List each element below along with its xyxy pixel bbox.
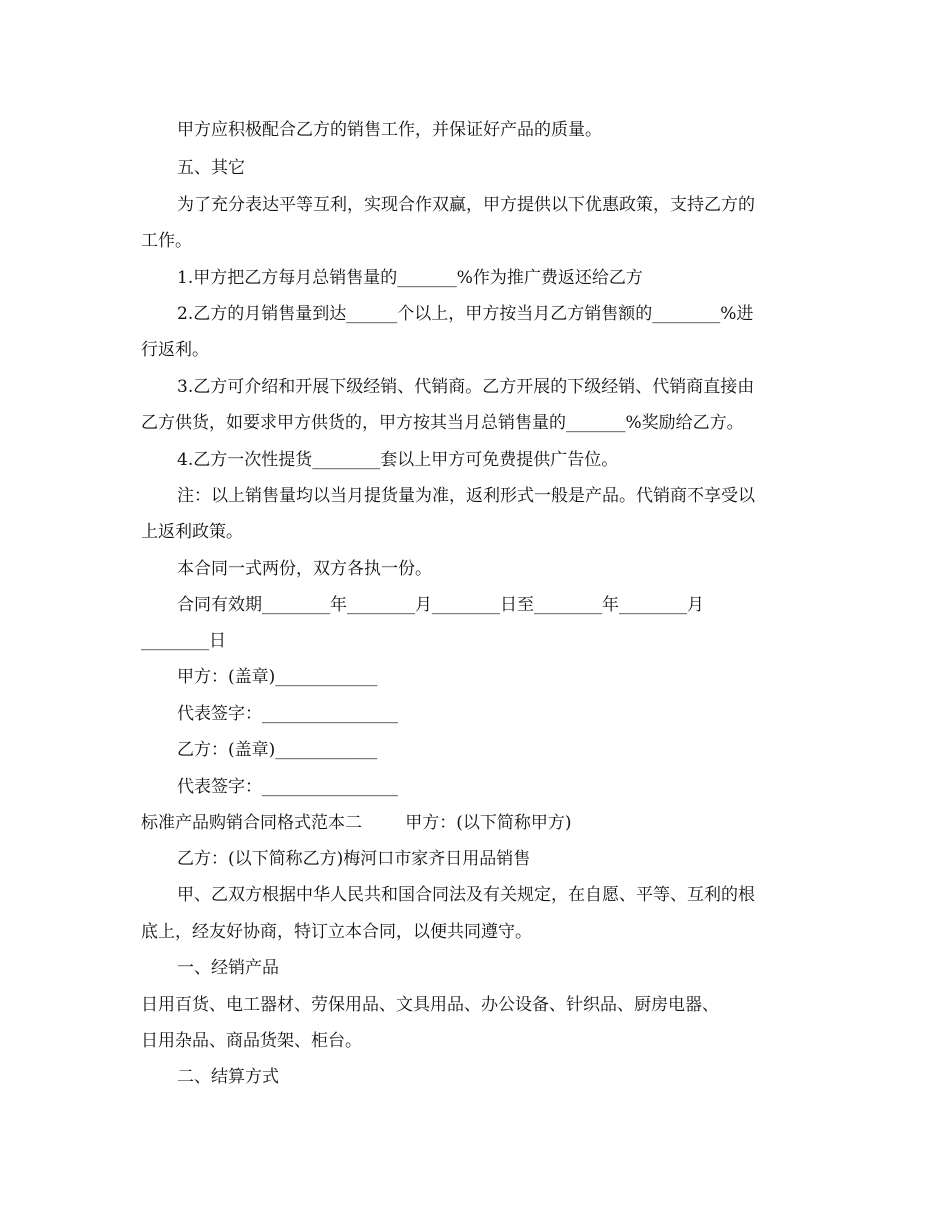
paragraph-line: 为了充分表达平等互利，实现合作双赢，甲方提供以下优惠政策，支持乙方的	[177, 195, 755, 215]
validity-line: 合同有效期________年________月________日至________年________月	[177, 595, 704, 615]
clause-line: 4.乙方一次性提货________套以上甲方可免费提供广告位。	[177, 450, 619, 470]
paragraph-line: 底上，经友好协商，特订立本合同，以便共同遵守。	[141, 922, 532, 942]
paragraph-line: 行返利。	[141, 340, 209, 360]
party-b-signature-line: 代表签字：________________	[177, 777, 398, 797]
paragraph-line: 乙方供货，如要求甲方供货的，甲方按其当月总销售量的_______%奖励给乙方。	[141, 413, 744, 433]
clause-line: 2.乙方的月销售量到达______个以上，甲方按当月乙方销售额的________%进	[177, 304, 754, 324]
clause-line: 3.乙方可介绍和开展下级经销、代销商。乙方开展的下级经销、代销商直接由	[177, 377, 755, 397]
validity-line: ________日	[141, 631, 226, 651]
paragraph-line: 日用杂品、商品货架、柜台。	[141, 1031, 362, 1051]
paragraph-line: 甲、乙双方根据中华人民共和国合同法及有关规定，在自愿、平等、互利的根	[177, 885, 755, 905]
paragraph-line: 上返利政策。	[141, 522, 243, 542]
paragraph-line: 日用百货、电工器材、劳保用品、文具用品、办公设备、针织品、厨房电器、	[141, 995, 719, 1015]
section-heading: 五、其它	[177, 158, 245, 178]
paragraph-line: 甲方应积极配合乙方的销售工作，并保证好产品的质量。	[177, 120, 602, 140]
party-b-line: 乙方：(以下简称乙方)梅河口市家齐日用品销售	[177, 849, 531, 869]
party-b-seal-line: 乙方：(盖章)____________	[177, 740, 378, 760]
section-heading: 二、结算方式	[177, 1067, 279, 1087]
paragraph-line: 工作。	[141, 231, 192, 251]
clause-line: 1.甲方把乙方每月总销售量的_______%作为推广费返还给乙方	[177, 268, 643, 288]
section-heading: 一、经销产品	[177, 958, 279, 978]
party-a-signature-line: 代表签字：________________	[177, 704, 398, 724]
party-a-seal-line: 甲方：(盖章)____________	[177, 667, 378, 687]
paragraph-line: 本合同一式两份，双方各执一份。	[177, 559, 432, 579]
template-title-line: 标准产品购销合同格式范本二 甲方：(以下简称甲方)	[141, 813, 572, 833]
note-line: 注：以上销售量均以当月提货量为准，返利形式一般是产品。代销商不享受以	[177, 486, 755, 506]
